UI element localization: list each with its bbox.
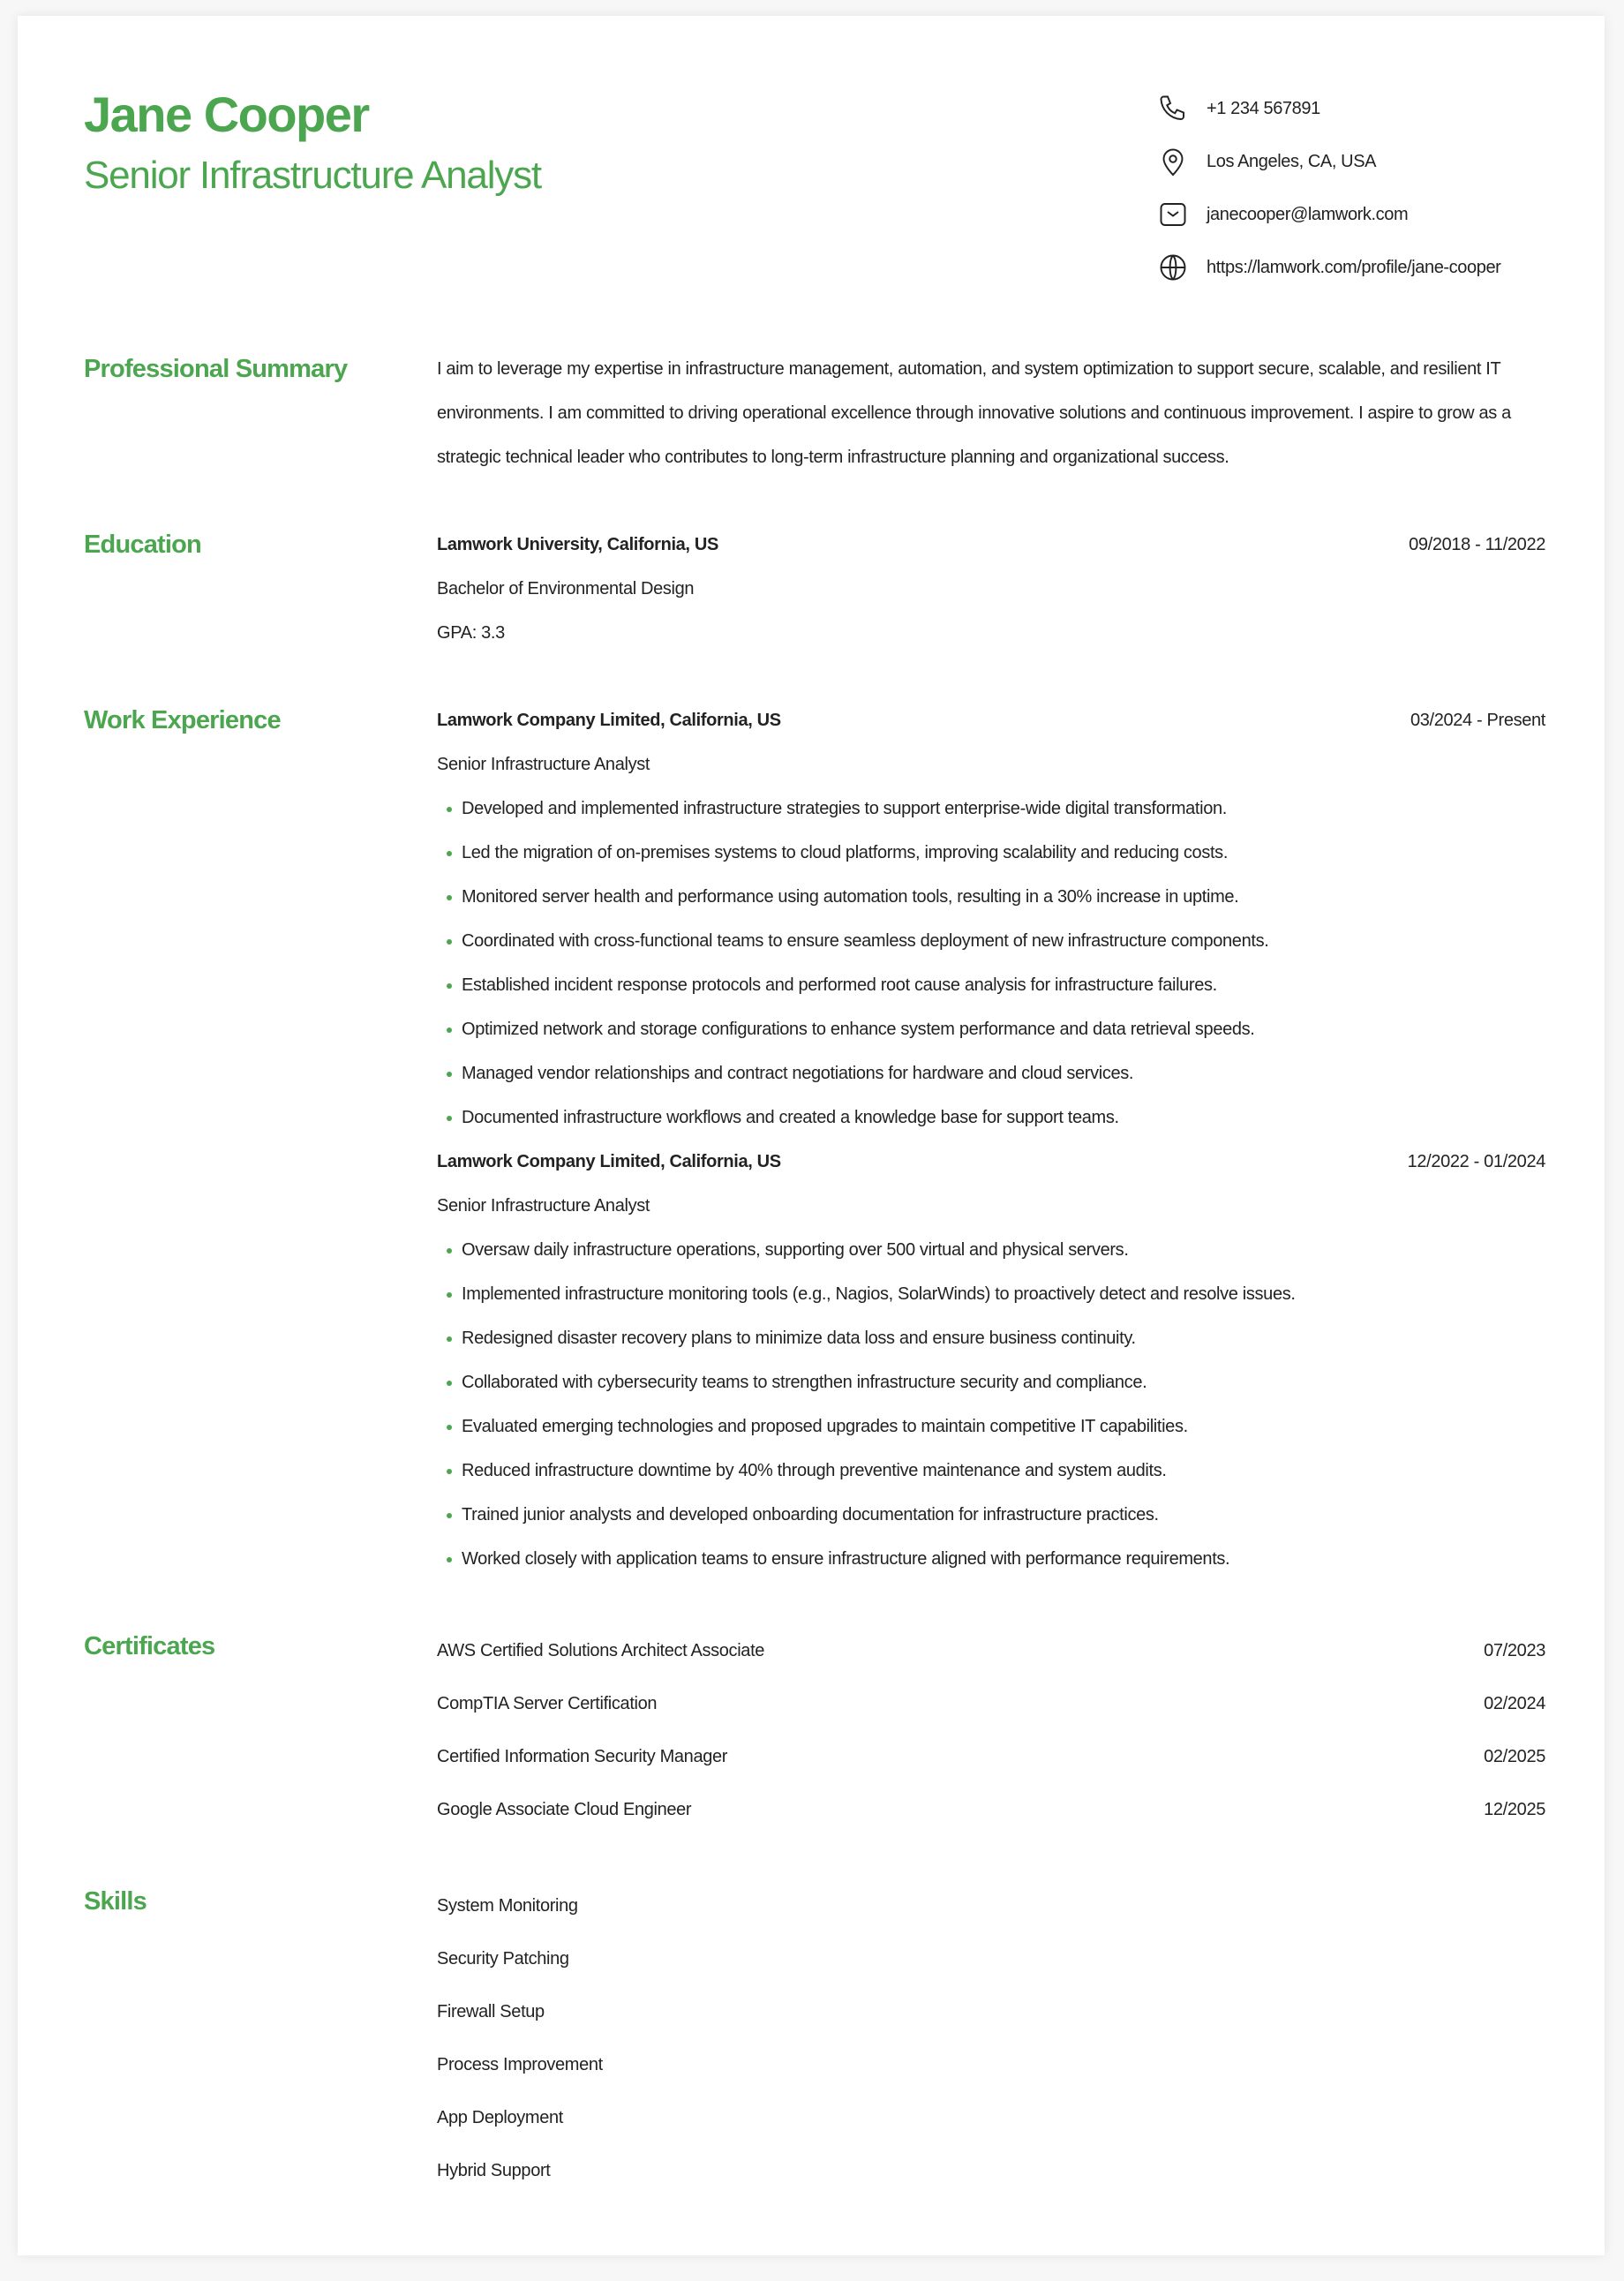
certificate-date: 12/2025 bbox=[1484, 1800, 1545, 1819]
bullet-item: Worked closely with application teams to ensure infrastructure aligned with performance requirements. bbox=[437, 1537, 1545, 1581]
job-role: Senior Infrastructure Analyst bbox=[437, 1196, 650, 1216]
work-section bbox=[84, 698, 1545, 1581]
contact-phone bbox=[1157, 82, 1545, 135]
job-entry bbox=[437, 1140, 1545, 1581]
education-heading: Education bbox=[84, 531, 201, 559]
bullet-item: Reduced infrastructure downtime by 40% through preventive maintenance and system audits. bbox=[437, 1449, 1545, 1493]
bullet-item: Collaborated with cybersecurity teams to strengthen infrastructure security and compliance. bbox=[437, 1360, 1545, 1404]
summary-section bbox=[84, 347, 1545, 479]
candidate-name: Jane Cooper bbox=[84, 87, 369, 142]
job-bullets bbox=[437, 787, 1545, 1140]
bullet-item: Implemented infrastructure monitoring tools (e.g., Nagios, SolarWinds) to proactively detect and resolve issues. bbox=[437, 1272, 1545, 1316]
work-heading: Work Experience bbox=[84, 706, 281, 734]
contact-list bbox=[1157, 82, 1545, 347]
certificate-row bbox=[437, 1624, 1545, 1677]
certificate-date: 02/2025 bbox=[1484, 1747, 1545, 1766]
education-dates: 09/2018 - 11/2022 bbox=[1409, 535, 1545, 554]
bullet-item: Managed vendor relationships and contract negotiations for hardware and cloud services. bbox=[437, 1051, 1545, 1095]
job-header bbox=[437, 1140, 1545, 1184]
phone-icon bbox=[1157, 93, 1189, 124]
phone-text: +1 234 567891 bbox=[1207, 98, 1320, 118]
job-bullets bbox=[437, 1228, 1545, 1581]
company-name: Lamwork Company Limited, California, US bbox=[437, 1152, 781, 1171]
summary-text: I aim to leverage my expertise in infrastructure management, automation, and system optimization to support secure, scalable, and resilient IT environments. I am committed to driving operational excellence through innovative solutions and continuous improvement. I aspire to grow as a strategic technical leader who contributes to long-term infrastructure planning and organizational success. bbox=[437, 359, 1511, 467]
location-pin-icon bbox=[1157, 146, 1189, 177]
location-text: Los Angeles, CA, USA bbox=[1207, 151, 1377, 171]
skill-item: Process Improvement bbox=[437, 2055, 603, 2074]
certificate-row bbox=[437, 1730, 1545, 1783]
certificates-heading: Certificates bbox=[84, 1632, 215, 1660]
bullet-item: Redesigned disaster recovery plans to minimize data loss and ensure business continuity. bbox=[437, 1316, 1545, 1360]
company-name: Lamwork Company Limited, California, US bbox=[437, 711, 781, 730]
email-link[interactable]: janecooper@lamwork.com bbox=[1207, 204, 1409, 224]
certificate-date: 07/2023 bbox=[1484, 1641, 1545, 1660]
certificate-row bbox=[437, 1677, 1545, 1730]
certificate-name: Certified Information Security Manager bbox=[437, 1747, 728, 1766]
bullet-item: Coordinated with cross-functional teams to ensure seamless deployment of new infrastructure components. bbox=[437, 919, 1545, 963]
certificate-name: CompTIA Server Certification bbox=[437, 1694, 658, 1713]
job-entry bbox=[437, 698, 1545, 1140]
gpa: GPA: 3.3 bbox=[437, 623, 505, 643]
bullet-item: Led the migration of on-premises systems to cloud platforms, improving scalability and reducing costs. bbox=[437, 831, 1545, 875]
globe-icon bbox=[1157, 252, 1189, 283]
candidate-title: Senior Infrastructure Analyst bbox=[84, 154, 541, 197]
education-section bbox=[84, 523, 1545, 655]
skill-item: Security Patching bbox=[437, 1949, 569, 1969]
bullet-item: Optimized network and storage configurations to enhance system performance and data retrieval speeds. bbox=[437, 1007, 1545, 1051]
certificate-name: AWS Certified Solutions Architect Associate bbox=[437, 1641, 765, 1660]
mail-icon bbox=[1157, 199, 1189, 230]
skill-item: System Monitoring bbox=[437, 1896, 578, 1916]
bullet-item: Evaluated emerging technologies and proposed upgrades to maintain competitive IT capabilities. bbox=[437, 1404, 1545, 1449]
certificates-section bbox=[84, 1624, 1545, 1836]
job-role: Senior Infrastructure Analyst bbox=[437, 755, 650, 774]
certificate-row bbox=[437, 1783, 1545, 1836]
skills-heading: Skills bbox=[84, 1887, 147, 1916]
job-dates: 12/2022 - 01/2024 bbox=[1407, 1152, 1545, 1171]
bullet-item: Established incident response protocols and performed root cause analysis for infrastructure failures. bbox=[437, 963, 1545, 1007]
skill-item: Firewall Setup bbox=[437, 2002, 545, 2021]
certificate-date: 02/2024 bbox=[1484, 1694, 1545, 1713]
bullet-item: Developed and implemented infrastructure strategies to support enterprise-wide digital transformation. bbox=[437, 787, 1545, 831]
resume-header bbox=[84, 82, 1545, 347]
identity bbox=[84, 82, 541, 347]
contact-email[interactable] bbox=[1157, 188, 1545, 241]
bullet-item: Monitored server health and performance using automation tools, resulting in a 30% increase in uptime. bbox=[437, 875, 1545, 919]
bullet-item: Oversaw daily infrastructure operations, supporting over 500 virtual and physical servers. bbox=[437, 1228, 1545, 1272]
bullet-item: Trained junior analysts and developed onboarding documentation for infrastructure practices. bbox=[437, 1493, 1545, 1537]
contact-location bbox=[1157, 135, 1545, 188]
website-link[interactable]: https://lamwork.com/profile/jane-cooper bbox=[1207, 257, 1501, 277]
bullet-item: Documented infrastructure workflows and created a knowledge base for support teams. bbox=[437, 1095, 1545, 1140]
certificate-name: Google Associate Cloud Engineer bbox=[437, 1800, 692, 1819]
degree: Bachelor of Environmental Design bbox=[437, 579, 695, 598]
skill-item: App Deployment bbox=[437, 2108, 563, 2127]
job-dates: 03/2024 - Present bbox=[1410, 711, 1545, 730]
school-name: Lamwork University, California, US bbox=[437, 535, 718, 554]
contact-website[interactable] bbox=[1157, 241, 1545, 294]
resume-page bbox=[18, 16, 1605, 2255]
summary-heading: Professional Summary bbox=[84, 355, 348, 383]
skill-item: Hybrid Support bbox=[437, 2161, 551, 2180]
skills-section bbox=[84, 1879, 1545, 2197]
job-header bbox=[437, 698, 1545, 742]
